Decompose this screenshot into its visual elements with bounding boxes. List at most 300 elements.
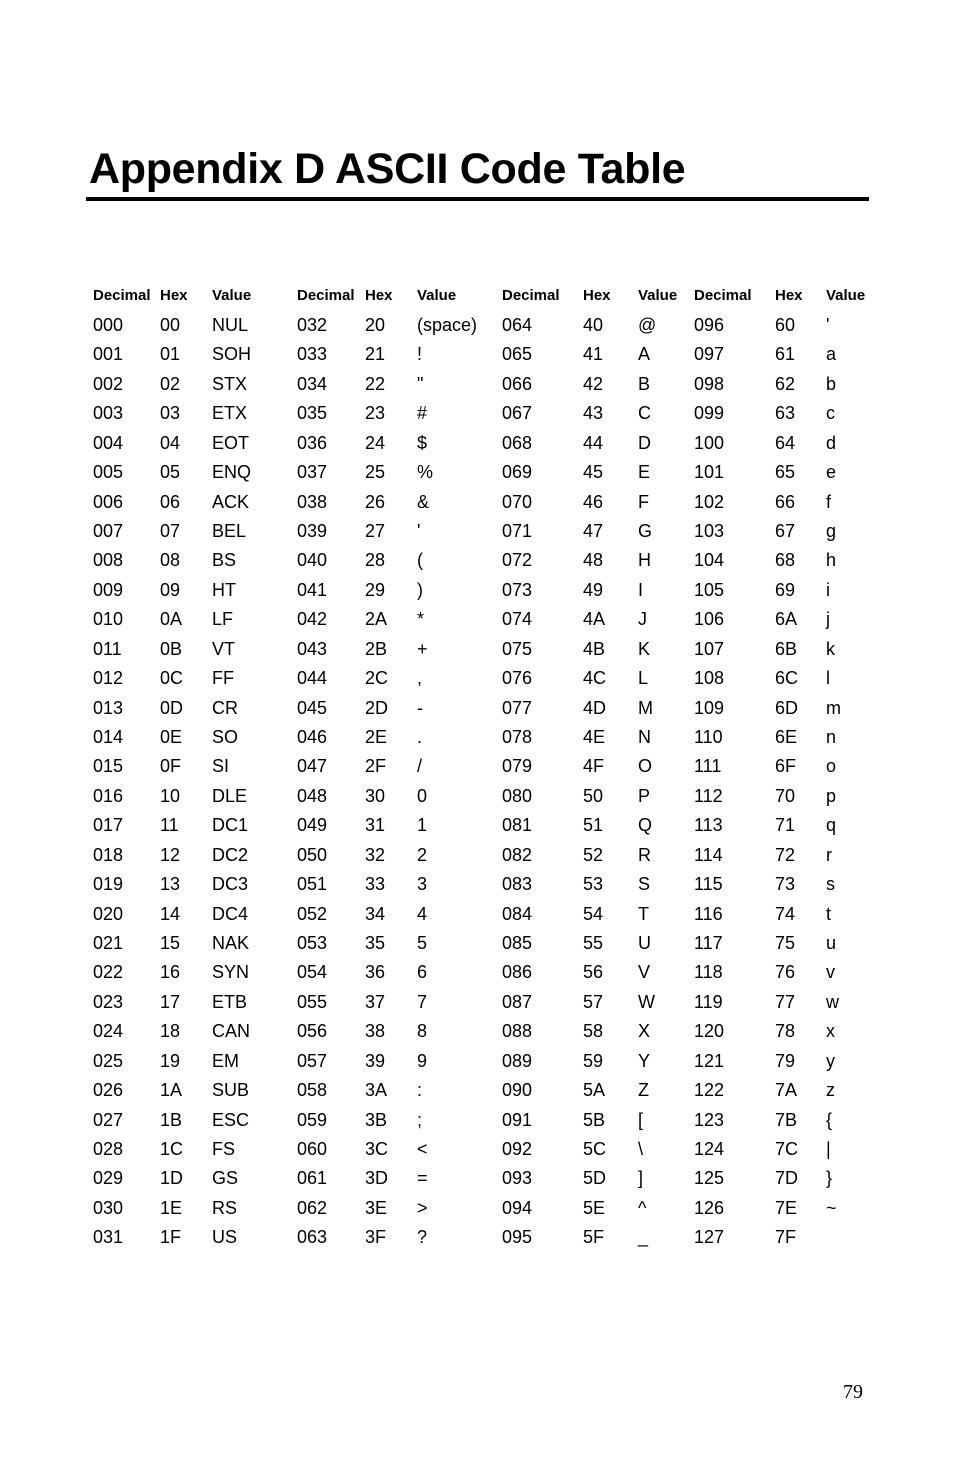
cell-value: f [826,492,832,512]
cell-value: D [638,433,651,453]
cell-hex: 01 [160,344,181,364]
cell-decimal: 010 [93,609,124,629]
cell-value: 8 [417,1021,428,1041]
cell-value: BEL [212,521,247,541]
cell-value: ] [638,1168,644,1188]
cell-decimal: 079 [502,756,533,776]
cell-decimal: 027 [93,1110,124,1130]
header-value: Value [638,287,678,304]
cell-hex: 72 [775,845,796,865]
cell-decimal: 043 [297,639,328,659]
cell-value: US [212,1227,238,1247]
cell-hex: 0A [160,609,183,629]
cell-decimal: 107 [694,639,725,659]
cell-hex: 3C [365,1139,389,1159]
cell-value: p [826,786,837,806]
cell-value: < [417,1139,428,1159]
cell-value: RS [212,1198,238,1218]
cell-decimal: 056 [297,1021,328,1041]
cell-value: V [638,962,651,982]
cell-hex: 07 [160,521,181,541]
cell-value: ' [417,521,421,541]
cell-decimal: 119 [694,992,723,1012]
cell-hex: 33 [365,874,386,894]
cell-decimal: 030 [93,1198,124,1218]
cell-hex: 6F [775,756,797,776]
cell-decimal: 098 [694,374,725,394]
cell-decimal: 117 [694,933,723,953]
cell-hex: 0B [160,639,183,659]
cell-hex: 73 [775,874,796,894]
cell-value: ETB [212,992,248,1012]
cell-value: h [826,550,837,570]
cell-hex: 17 [160,992,181,1012]
cell-decimal: 120 [694,1021,725,1041]
cell-value: ETX [212,403,248,423]
cell-decimal: 114 [694,845,723,865]
cell-decimal: 039 [297,521,328,541]
cell-value: q [826,815,837,835]
cell-hex: 2F [365,756,387,776]
cell-decimal: 048 [297,786,328,806]
cell-hex: 3D [365,1168,389,1188]
cell-decimal: 095 [502,1227,533,1247]
cell-value: g [826,521,837,541]
cell-decimal: 082 [502,845,533,865]
cell-decimal: 058 [297,1080,328,1100]
cell-decimal: 021 [93,933,124,953]
cell-value: ! [417,344,423,364]
page-title: Appendix D ASCII Code Table [89,145,686,193]
cell-decimal: 050 [297,845,328,865]
cell-value: : [417,1080,423,1100]
cell-decimal: 110 [694,727,723,747]
cell-hex: 77 [775,992,796,1012]
cell-decimal: 033 [297,344,328,364]
cell-hex: 25 [365,462,386,482]
cell-decimal: 020 [93,904,124,924]
cell-hex: 48 [583,550,604,570]
cell-decimal: 040 [297,550,328,570]
cell-hex: 79 [775,1051,796,1071]
header-decimal: Decimal [297,287,355,304]
cell-hex: 2E [365,727,388,747]
cell-hex: 26 [365,492,386,512]
cell-hex: 18 [160,1021,181,1041]
cell-hex: 74 [775,904,796,924]
cell-value: SO [212,727,239,747]
header-value: Value [826,287,866,304]
cell-value: NAK [212,933,250,953]
cell-hex: 46 [583,492,604,512]
header-hex: Hex [583,287,611,304]
cell-hex: 78 [775,1021,796,1041]
cell-value: y [826,1051,835,1071]
cell-hex: 70 [775,786,796,806]
cell-value: DC4 [212,904,249,924]
cell-hex: 40 [583,315,604,335]
cell-value: 3 [417,874,428,894]
cell-hex: 1E [160,1198,183,1218]
cell-hex: 50 [583,786,604,806]
cell-value: SUB [212,1080,250,1100]
cell-value: = [417,1168,428,1188]
cell-decimal: 104 [694,550,725,570]
cell-value: } [826,1168,833,1188]
cell-decimal: 093 [502,1168,533,1188]
cell-hex: 52 [583,845,604,865]
cell-value: k [826,639,835,659]
cell-decimal: 032 [297,315,328,335]
cell-decimal: 016 [93,786,124,806]
cell-value: Y [638,1051,651,1071]
cell-value: " [417,374,424,394]
cell-decimal: 118 [694,962,723,982]
cell-hex: 56 [583,962,604,982]
cell-hex: 3F [365,1227,387,1247]
cell-value: | [826,1139,831,1159]
cell-decimal: 031 [93,1227,124,1247]
cell-decimal: 059 [297,1110,328,1130]
cell-value: @ [638,315,657,335]
cell-value: 2 [417,845,428,865]
cell-hex: 04 [160,433,181,453]
cell-value: w [826,992,839,1012]
cell-value: U [638,933,651,953]
cell-decimal: 069 [502,462,533,482]
cell-decimal: 035 [297,403,328,423]
cell-value: GS [212,1168,239,1188]
cell-decimal: 103 [694,521,725,541]
cell-value: 7 [417,992,428,1012]
cell-decimal: 121 [694,1051,725,1071]
cell-hex: 76 [775,962,796,982]
cell-value: ENQ [212,462,252,482]
cell-value: E [638,462,651,482]
cell-hex: 27 [365,521,386,541]
cell-value: $ [417,433,428,453]
cell-value: HT [212,580,236,600]
cell-decimal: 071 [502,521,533,541]
cell-decimal: 067 [502,403,533,423]
cell-hex: 4B [583,639,606,659]
cell-value: r [826,845,832,865]
cell-value: B [638,374,651,394]
cell-hex: 7E [775,1198,798,1218]
cell-hex: 29 [365,580,386,600]
cell-value: - [417,698,423,718]
cell-hex: 5C [583,1139,607,1159]
cell-decimal: 026 [93,1080,124,1100]
cell-hex: 6E [775,727,798,747]
cell-value: l [826,668,830,688]
cell-hex: 1D [160,1168,184,1188]
cell-value: ( [417,550,423,570]
cell-hex: 0F [160,756,182,776]
cell-value: DC2 [212,845,249,865]
cell-value: NUL [212,315,249,335]
cell-decimal: 088 [502,1021,533,1041]
header-value: Value [417,287,457,304]
cell-hex: 62 [775,374,796,394]
cell-value: SI [212,756,230,776]
cell-hex: 6B [775,639,798,659]
cell-value: A [638,344,651,364]
cell-decimal: 078 [502,727,533,747]
cell-hex: 1B [160,1110,183,1130]
cell-hex: 47 [583,521,604,541]
cell-decimal: 081 [502,815,533,835]
cell-decimal: 011 [93,639,122,659]
cell-decimal: 085 [502,933,533,953]
cell-hex: 39 [365,1051,386,1071]
cell-decimal: 087 [502,992,533,1012]
cell-hex: 08 [160,550,181,570]
cell-value: I [638,580,644,600]
cell-value: 4 [417,904,428,924]
cell-value: b [826,374,837,394]
cell-value: z [826,1080,835,1100]
cell-decimal: 075 [502,639,533,659]
cell-value: N [638,727,651,747]
cell-value: n [826,727,837,747]
header-hex: Hex [775,287,803,304]
cell-value: ) [417,580,423,600]
cell-hex: 7F [775,1227,797,1247]
cell-decimal: 012 [93,668,124,688]
cell-decimal: 002 [93,374,124,394]
cell-value: LF [212,609,234,629]
cell-hex: 2D [365,698,389,718]
cell-value: C [638,403,651,423]
cell-value: L [638,668,649,688]
cell-decimal: 073 [502,580,533,600]
cell-hex: 7A [775,1080,798,1100]
cell-value: 6 [417,962,428,982]
cell-value: v [826,962,835,982]
cell-decimal: 061 [297,1168,328,1188]
cell-value: 5 [417,933,428,953]
cell-hex: 0E [160,727,183,747]
cell-decimal: 083 [502,874,533,894]
cell-value: + [417,639,428,659]
cell-value: W [638,992,655,1012]
cell-value: c [826,403,835,423]
cell-decimal: 101 [694,462,725,482]
cell-hex: 19 [160,1051,181,1071]
cell-hex: 68 [775,550,796,570]
cell-hex: 0D [160,698,184,718]
cell-decimal: 014 [93,727,124,747]
cell-hex: 57 [583,992,604,1012]
cell-hex: 7B [775,1110,798,1130]
cell-decimal: 041 [297,580,328,600]
cell-value: _ [638,1227,649,1247]
cell-decimal: 060 [297,1139,328,1159]
cell-decimal: 123 [694,1110,725,1130]
cell-decimal: 066 [502,374,533,394]
cell-value: FS [212,1139,236,1159]
cell-hex: 63 [775,403,796,423]
cell-value: ^ [638,1198,647,1218]
cell-decimal: 044 [297,668,328,688]
cell-hex: 1F [160,1227,182,1247]
cell-decimal: 024 [93,1021,124,1041]
cell-hex: 30 [365,786,386,806]
cell-hex: 05 [160,462,181,482]
cell-decimal: 018 [93,845,124,865]
cell-decimal: 029 [93,1168,124,1188]
cell-value: ACK [212,492,250,512]
cell-decimal: 015 [93,756,124,776]
cell-hex: 4F [583,756,605,776]
cell-decimal: 004 [93,433,124,453]
cell-hex: 22 [365,374,386,394]
cell-decimal: 115 [694,874,723,894]
cell-decimal: 105 [694,580,725,600]
cell-hex: 51 [583,815,604,835]
cell-decimal: 038 [297,492,328,512]
cell-value: i [826,580,830,600]
header-decimal: Decimal [502,287,560,304]
cell-hex: 5B [583,1110,606,1130]
cell-decimal: 099 [694,403,725,423]
cell-value: . [417,727,423,747]
header-decimal: Decimal [694,287,752,304]
header-hex: Hex [160,287,188,304]
cell-decimal: 091 [502,1110,533,1130]
cell-value: DLE [212,786,248,806]
cell-hex: 5E [583,1198,606,1218]
cell-decimal: 045 [297,698,328,718]
cell-decimal: 003 [93,403,124,423]
cell-decimal: 063 [297,1227,328,1247]
cell-value: EM [212,1051,239,1071]
cell-hex: 3E [365,1198,388,1218]
page-number: 79 [843,1381,863,1403]
cell-value: % [417,462,434,482]
cell-hex: 28 [365,550,386,570]
cell-value: d [826,433,837,453]
cell-value: j [826,609,830,629]
cell-value: G [638,521,653,541]
cell-decimal: 072 [502,550,533,570]
cell-decimal: 019 [93,874,124,894]
cell-decimal: 022 [93,962,124,982]
cell-hex: 67 [775,521,796,541]
cell-hex: 38 [365,1021,386,1041]
cell-decimal: 052 [297,904,328,924]
cell-value: SOH [212,344,252,364]
cell-value: STX [212,374,248,394]
cell-hex: 02 [160,374,181,394]
cell-decimal: 065 [502,344,533,364]
cell-value: o [826,756,837,776]
cell-hex: 44 [583,433,604,453]
cell-hex: 34 [365,904,386,924]
cell-decimal: 036 [297,433,328,453]
cell-hex: 32 [365,845,386,865]
header-hex: Hex [365,287,393,304]
cell-decimal: 084 [502,904,533,924]
cell-hex: 3B [365,1110,388,1130]
cell-decimal: 007 [93,521,124,541]
cell-decimal: 102 [694,492,725,512]
cell-hex: 55 [583,933,604,953]
cell-value: CR [212,698,238,718]
cell-value: J [638,609,647,629]
cell-value: ~ [826,1198,837,1218]
cell-hex: 69 [775,580,796,600]
cell-hex: 0C [160,668,184,688]
cell-hex: 4D [583,698,607,718]
cell-hex: 37 [365,992,386,1012]
cell-decimal: 086 [502,962,533,982]
cell-decimal: 046 [297,727,328,747]
cell-decimal: 080 [502,786,533,806]
cell-value: BS [212,550,237,570]
cell-decimal: 017 [93,815,124,835]
cell-decimal: 062 [297,1198,328,1218]
cell-hex: 1A [160,1080,183,1100]
cell-hex: 65 [775,462,796,482]
cell-value: DC1 [212,815,249,835]
cell-hex: 24 [365,433,386,453]
cell-value: , [417,668,423,688]
cell-value: t [826,904,832,924]
header-value: Value [212,287,252,304]
cell-decimal: 092 [502,1139,533,1159]
cell-hex: 45 [583,462,604,482]
cell-value: 9 [417,1051,428,1071]
cell-value: EOT [212,433,250,453]
cell-hex: 10 [160,786,181,806]
cell-hex: 2A [365,609,388,629]
cell-hex: 20 [365,315,386,335]
cell-value: P [638,786,651,806]
cell-decimal: 100 [694,433,725,453]
cell-value: ESC [212,1110,250,1130]
cell-decimal: 047 [297,756,328,776]
cell-decimal: 113 [694,815,723,835]
cell-decimal: 013 [93,698,124,718]
cell-hex: 16 [160,962,181,982]
cell-hex: 21 [365,344,386,364]
cell-decimal: 076 [502,668,533,688]
cell-decimal: 042 [297,609,328,629]
cell-hex: 4C [583,668,607,688]
cell-decimal: 126 [694,1198,725,1218]
cell-value: ? [417,1227,428,1247]
cell-hex: 2B [365,639,388,659]
cell-hex: 59 [583,1051,604,1071]
cell-value: R [638,845,651,865]
cell-value: # [417,403,428,423]
cell-decimal: 111 [694,756,722,776]
cell-value: 0 [417,786,428,806]
cell-hex: 41 [583,344,604,364]
cell-value: H [638,550,651,570]
cell-value: ; [417,1110,423,1130]
cell-value: M [638,698,653,718]
cell-hex: 43 [583,403,604,423]
cell-hex: 66 [775,492,796,512]
cell-hex: 6A [775,609,798,629]
cell-decimal: 034 [297,374,328,394]
cell-value: e [826,462,837,482]
cell-hex: 14 [160,904,181,924]
cell-decimal: 005 [93,462,124,482]
